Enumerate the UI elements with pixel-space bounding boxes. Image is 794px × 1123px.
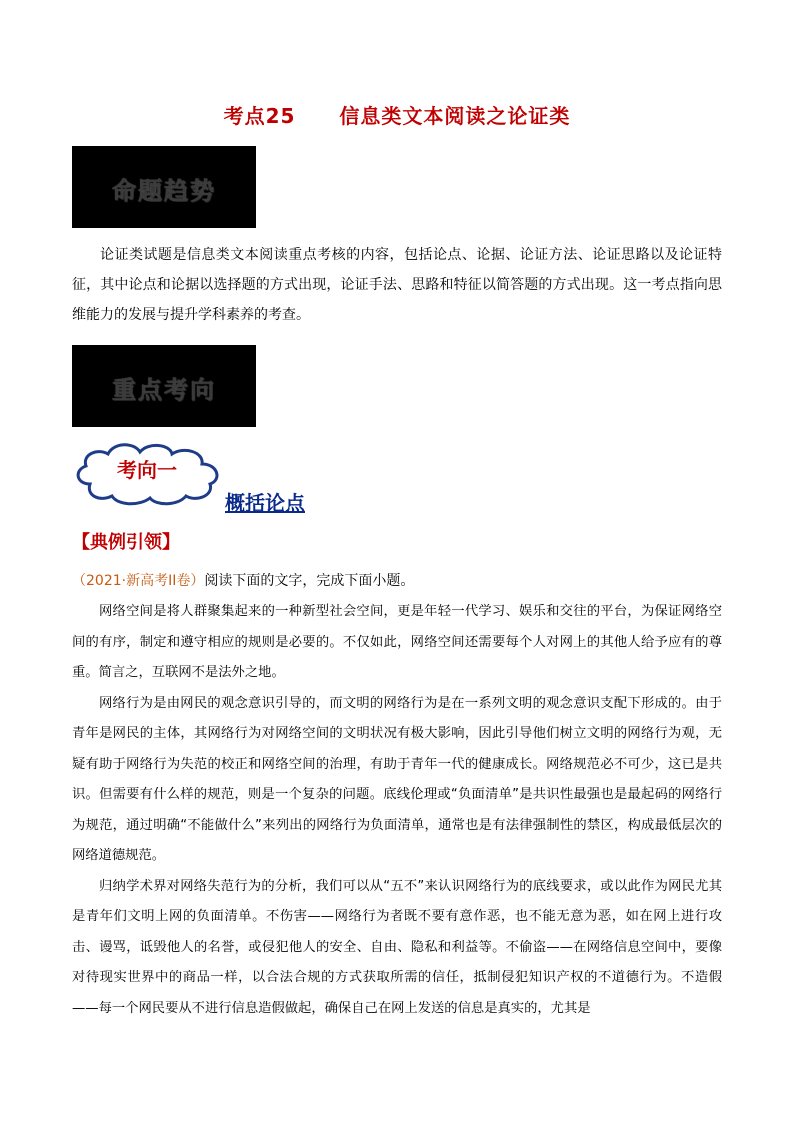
example-heading: 【典例引领】 [72, 532, 180, 553]
direction-badge: 考向一 [117, 458, 177, 482]
source-tag: （2021·新高考II卷） [72, 573, 205, 589]
page-title [0, 100, 794, 129]
focus-banner-label: 重点考向 [112, 376, 216, 404]
source-line [72, 570, 414, 590]
trend-banner [72, 146, 256, 228]
page-title-prefix: 考点25 [223, 104, 296, 128]
page-title-main: 信息类文本阅读之论证类 [339, 104, 571, 128]
trend-banner-label: 命题趋势 [112, 177, 216, 205]
passage-paragraph: 网络空间是将人群聚集起来的一种新型社会空间，更是年轻一代学习、娱乐和交往的平台，为保证网络空间的有序，制定和遵守相应的规则是必要的。不仅如此，网络空间还需要每个人对网上的其他人给予应有的尊重。简言之，互联网不是法外之地。 [72, 604, 722, 680]
passage [72, 597, 722, 1024]
direction-title[interactable]: 概括论点 [225, 491, 305, 515]
focus-banner [72, 345, 256, 427]
source-instruction: 阅读下面的文字，完成下面小题。 [204, 573, 415, 589]
passage-paragraph: 网络行为是由网民的观念意识引导的，而文明的网络行为是在一系列文明的观念意识支配下形成的。由于青年是网民的主体，其网络行为对网络空间的文明状况有极大影响，因此引导他们树立文明的网络行为观，无疑有助于网络行为失范的校正和网络空间的治理，有助于青年一代的健康成长。网络规范必不可少，这已是共识。但需要有什么样的规范，则是一个复杂的问题。底线伦理或“负面清单”是共识性最强也是最起码的网络行为规范，通过明确“不能做什么”来列出的网络行为负面清单，通常也是有法律强制性的禁区，构成最低层次的网络道德规范。 [72, 695, 722, 863]
intro-paragraph: 论证类试题是信息类文本阅读重点考核的内容，包括论点、论据、论证方法、论证思路以及论证特征，其中论点和论据以选择题的方式出现，论证手法、思路和特征以简答题的方式出现。这一考点指向思维能力的发展与提升学科素养的考查。 [72, 247, 722, 323]
passage-paragraph: 归纳学术界对网络失范行为的分析，我们可以从“五不”来认识网络行为的底线要求，或以此作为网民尤其是青年们文明上网的负面清单。不伤害——网络行为者既不要有意作恶，也不能无意为恶，如在网上进行攻击、谩骂，诋毁他人的名誉，或侵犯他人的安全、自由、隐私和利益等。不偷盗——在网络信息空间中，要像对待现实世界中的商品一样，以合法合规的方式获取所需的信任，抵制侵犯知识产权的不道德行为。不造假——每一个网民要从不进行信息造假做起，确保自己在网上发送的信息是真实的，尤其是 [72, 878, 722, 1016]
